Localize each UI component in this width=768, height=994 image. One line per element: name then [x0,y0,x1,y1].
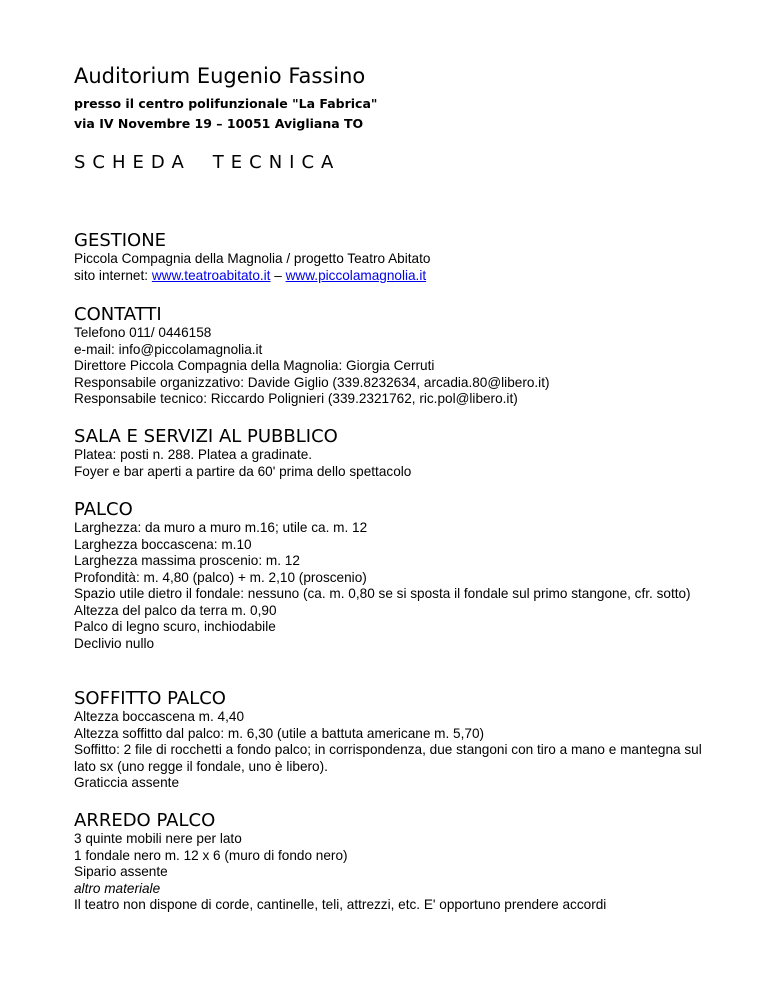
website-separator: – [270,267,286,283]
venue-title: Auditorium Eugenio Fassino [74,64,366,88]
arredo-line: Sipario assente [74,864,168,879]
venue-subtitle-address: via IV Novembre 19 – 10051 Avigliana TO [74,116,364,131]
sala-heading: SALA E SERVIZI AL PUBBLICO [74,426,338,447]
arredo-line: 1 fondale nero m. 12 x 6 (muro di fondo nero) [74,847,348,863]
sala-line: Platea: posti n. 288. Platea a gradinate. [74,447,313,462]
soffitto-line: Altezza soffitto dal palco: m. 6,30 (utile a battuta americane m. 5,70) [74,725,485,741]
arredo-section [74,831,714,914]
palco-line: Altezza del palco da terra m. 0,90 [74,602,277,618]
contatti-line: Responsabile organizzativo: Davide Giglio (339.8232634, arcadia.80@libero.it) [74,374,550,390]
soffitto-line: Graticcia assente [74,775,180,790]
gestione-websites [74,268,714,285]
palco-line: Larghezza boccascena: m.10 [74,536,252,552]
contatti-line: Direttore Piccola Compagnia della Magnolia: Giorgia Cerruti [74,358,435,373]
palco-line: Larghezza: da muro a muro m.16; utile ca. m. 12 [74,520,368,535]
soffitto-heading: SOFFITTO PALCO [74,688,226,709]
website-prefix: sito internet: [74,267,152,283]
palco-line: Spazio utile dietro il fondale: nessuno (ca. m. 0,80 se si sposta il fondale sul primo stangone, cfr. sotto) [74,586,691,601]
gestione-organization: Piccola Compagnia della Magnolia / progetto Teatro Abitato [74,251,431,266]
sala-section [74,447,714,480]
contatti-line: Telefono 011/ 0446158 [74,325,212,340]
contatti-line: Responsabile tecnico: Riccardo Polignieri (339.2321762, ric.pol@libero.it) [74,391,518,406]
teatroabitato-link[interactable]: www.teatroabitato.it [151,267,271,283]
palco-line: Larghezza massima proscenio: m. 12 [74,553,300,568]
arredo-line: 3 quinte mobili nere per lato [74,831,242,846]
piccolamagnolia-link[interactable]: www.piccolamagnolia.it [285,267,427,283]
palco-heading: PALCO [74,499,133,520]
palco-line: Palco di legno scuro, inchiodabile [74,619,276,634]
palco-line: Profondità: m. 4,80 (palco) + m. 2,10 (proscenio) [74,569,367,585]
arredo-note: Il teatro non dispone di corde, cantinelle, teli, attrezzi, etc. E' opportuno prendere accordi [74,897,607,912]
contatti-section [74,325,714,408]
tecnica-word: TECNICA [212,152,341,173]
soffitto-line: Altezza boccascena m. 4,40 [74,709,245,724]
sala-line: Foyer e bar aperti a partire da 60' prima dello spettacolo [74,463,412,479]
soffitto-section [74,709,714,792]
contatti-heading: CONTATTI [74,304,162,325]
palco-section [74,520,714,652]
contatti-line: e-mail: info@piccolamagnolia.it [74,341,263,357]
arredo-heading: ARREDO PALCO [74,810,216,831]
scheda-word: SCHEDA [74,152,191,173]
venue-subtitle-location: presso il centro polifunzionale "La Fabrica" [74,96,378,111]
palco-line: Declivio nullo [74,635,155,651]
gestione-heading: GESTIONE [74,230,167,251]
altro-materiale-label: altro materiale [74,880,161,896]
scheda-tecnica-heading [74,152,340,173]
gestione-section [74,251,714,284]
soffitto-line: Soffitto: 2 file di rocchetti a fondo palco; in corrispondenza, due stangoni con tiro a mano e mantegna sul lato sx (uno regge il fondale, uno è libero). [74,742,702,774]
